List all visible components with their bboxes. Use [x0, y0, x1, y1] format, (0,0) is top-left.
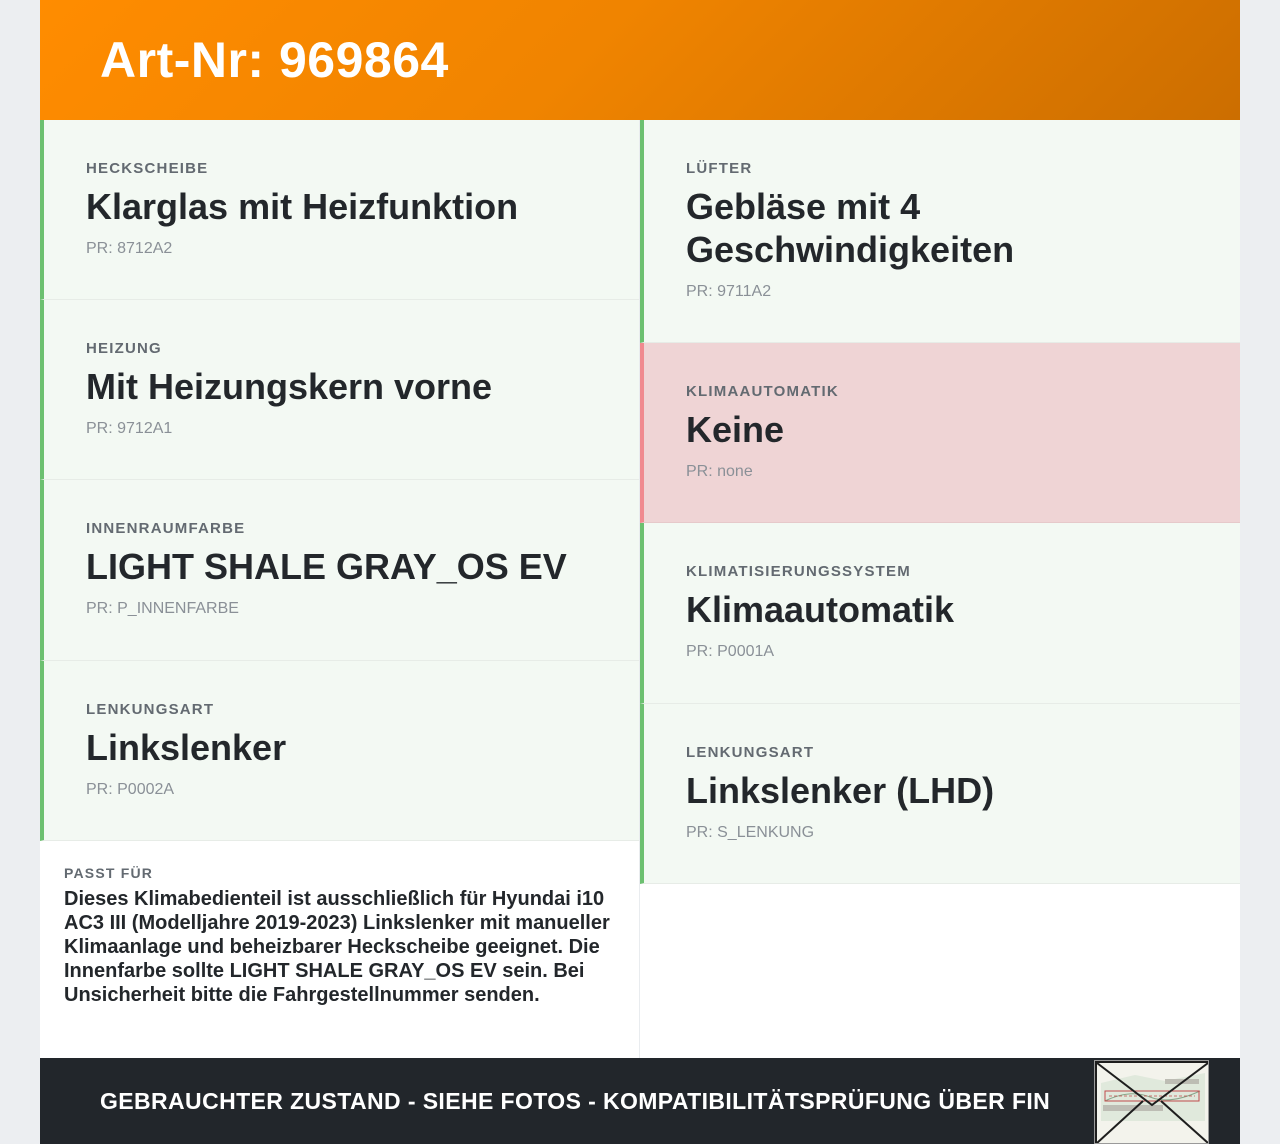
spec-pr-code: PR: S_LENKUNG [686, 824, 815, 841]
spec-card-lenkungsart [40, 661, 639, 841]
spec-value: Mit Heizungskern vorne [86, 366, 493, 407]
header-bar [40, 0, 1240, 120]
product-sheet [40, 0, 1240, 1144]
spec-value: Klimaautomatik [686, 589, 955, 630]
spec-card-heizung [40, 300, 639, 480]
spec-pr-code: PR: 9711A2 [686, 283, 772, 300]
spec-pr-code: PR: P0001A [686, 643, 775, 660]
spec-value: Keine [686, 409, 785, 450]
spec-value: Linkslenker (LHD) [686, 770, 995, 811]
spec-pr-code: PR: P_INNENFARBE [86, 600, 239, 617]
spec-pr-code: PR: 9712A1 [86, 420, 173, 437]
spec-card-heckscheibe [40, 120, 639, 300]
spec-pr-code: PR: 8712A2 [86, 240, 173, 257]
spec-card-luefter [640, 120, 1240, 343]
envelope-document-graphic [1095, 1061, 1209, 1144]
spec-label: HEIZUNG [86, 340, 162, 357]
spec-value: LIGHT SHALE GRAY_OS EV [86, 546, 567, 587]
fits-section [40, 841, 639, 1059]
spec-label: LENKUNGSART [86, 701, 215, 718]
footer-slogan: GEBRAUCHTER ZUSTAND - SIEHE FOTOS - KOMPATIBILITÄTSPRÜFUNG ÜBER FIN [100, 1087, 1051, 1114]
spec-label: INNENRAUMFARBE [86, 520, 246, 537]
spec-pr-code: PR: P0002A [86, 781, 175, 798]
spec-label: HECKSCHEIBE [86, 160, 209, 177]
left-column [40, 120, 640, 1059]
spec-value: Gebläse mit 4 Geschwindigkeiten [686, 186, 1015, 270]
spec-label: LÜFTER [686, 160, 753, 177]
spec-card-innenraumfarbe [40, 480, 639, 661]
spec-card-klimaautomatik [640, 343, 1240, 523]
spec-label: KLIMAAUTOMATIK [686, 383, 839, 400]
spec-card-klimatisierungssystem [640, 523, 1240, 704]
footer-bar [40, 1058, 1240, 1144]
spec-card-lenkungsart-lhd [640, 704, 1240, 884]
spec-pr-code: PR: none [686, 463, 753, 480]
envelope-document-icon [1094, 1060, 1209, 1144]
spec-value: Klarglas mit Heizfunktion [86, 186, 519, 227]
fits-description: Dieses Klimabedienteil ist ausschließlich für Hyundai i10 AC3 III (Modelljahre 2019-2023) Linkslenker mit manueller Klimaanlage und beheizbarer Heckscheibe geeignet. Die Innenfarbe sollte LIGHT SHALE GRAY_OS EV sein. Bei Unsicherheit bitte die Fahrgestellnummer senden. [64, 888, 610, 1006]
spec-columns [40, 120, 1240, 1059]
right-column [640, 120, 1240, 1059]
spec-label: LENKUNGSART [686, 744, 815, 761]
spec-value: Linkslenker [86, 727, 287, 768]
article-number-title: Art-Nr: 969864 [100, 32, 449, 88]
fits-label: PASST FÜR [64, 865, 154, 881]
spec-label: KLIMATISIERUNGSSYSTEM [686, 563, 911, 580]
